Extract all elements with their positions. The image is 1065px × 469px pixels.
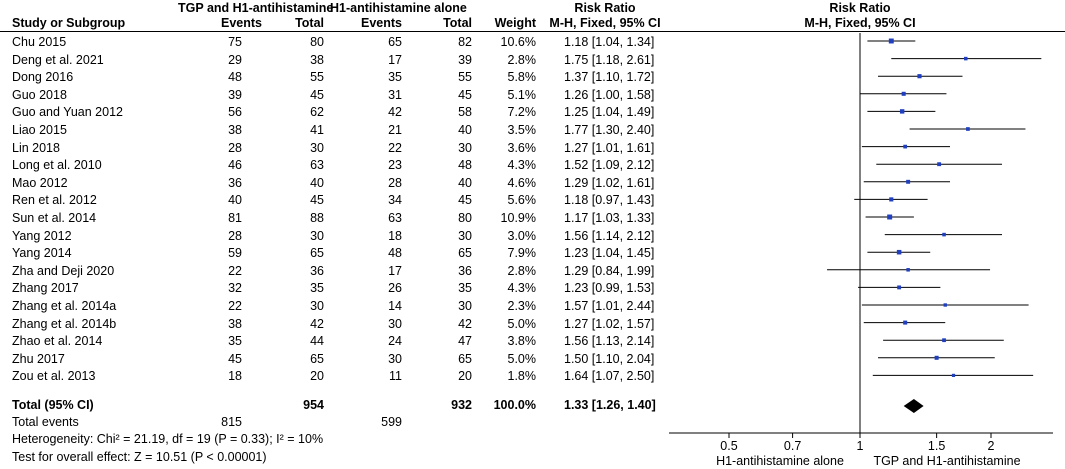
risk-ratio-ci: 1.27 [1.02, 1.57]: [564, 316, 655, 331]
study-name: Deng et al. 2021: [12, 52, 104, 67]
total2: 30: [458, 299, 472, 313]
point-marker: [889, 39, 894, 44]
point-marker: [944, 303, 947, 306]
total2: 45: [458, 193, 472, 208]
point-marker: [917, 74, 921, 78]
pooled-diamond: [904, 399, 924, 413]
study-name: Yang 2012: [12, 228, 72, 243]
point-marker: [906, 180, 910, 184]
study-name: Zhu 2017: [12, 351, 65, 366]
study-name: Zou et al. 2013: [12, 369, 96, 384]
total2: 80: [458, 211, 472, 225]
study-name: Zha and Deji 2020: [12, 263, 115, 278]
total1: 38: [310, 52, 324, 67]
point-marker: [902, 92, 906, 96]
total-weight: 100.0%: [493, 398, 536, 412]
study-name: Yang 2014: [12, 246, 72, 261]
total-events-label: Total events: [12, 415, 79, 429]
events1: 28: [228, 140, 242, 155]
total1: 30: [310, 140, 324, 155]
point-marker: [942, 233, 946, 237]
total1: 55: [310, 70, 324, 85]
total2: 20: [458, 369, 472, 384]
study-name: Mao 2012: [12, 175, 68, 190]
weight: 5.8%: [507, 70, 536, 85]
events2: 28: [388, 175, 402, 190]
risk-ratio-ci: 1.57 [1.01, 2.44]: [564, 299, 655, 313]
overall-effect: Test for overall effect: Z = 10.51 (P < 0.00001): [12, 450, 267, 464]
events2: 42: [388, 105, 402, 120]
weight: 7.2%: [507, 105, 536, 120]
risk-ratio-ci: 1.37 [1.10, 1.72]: [564, 70, 655, 85]
total2: 58: [458, 105, 472, 120]
risk-ratio-ci: 1.26 [1.00, 1.58]: [564, 87, 655, 102]
rr-title: Risk Ratio: [574, 1, 636, 15]
favours-left-label: H1-antihistamine alone: [716, 454, 844, 468]
events1: 38: [228, 316, 242, 331]
study-name: Zhang et al. 2014b: [12, 316, 117, 331]
events2: 35: [388, 70, 402, 85]
x-tick-label: 1.5: [927, 439, 946, 453]
x-tick-label: 1: [856, 439, 864, 453]
risk-ratio-ci: 1.27 [1.01, 1.61]: [564, 140, 655, 155]
total1: 88: [310, 211, 324, 225]
total1: 44: [310, 334, 324, 349]
events2: 30: [388, 316, 402, 331]
risk-ratio-ci: 1.25 [1.04, 1.49]: [564, 105, 655, 120]
total2: 30: [458, 140, 472, 155]
plot-method-header: M-H, Fixed, 95% CI: [804, 16, 916, 30]
total1: 65: [310, 351, 324, 366]
events1: 22: [228, 299, 242, 313]
study-name: Guo and Yuan 2012: [12, 105, 123, 120]
study-name: Liao 2015: [12, 123, 67, 137]
col-events1-header: Events: [221, 16, 262, 30]
events1: 81: [228, 211, 242, 225]
events1: 46: [228, 158, 242, 173]
events2: 11: [389, 369, 402, 384]
risk-ratio-ci: 1.50 [1.10, 2.04]: [564, 351, 655, 366]
weight: 5.0%: [507, 316, 536, 331]
events1: 40: [228, 193, 242, 208]
weight: 2.8%: [507, 263, 536, 278]
total2: 47: [458, 334, 472, 349]
total-ci: 1.33 [1.26, 1.40]: [564, 398, 656, 412]
point-marker: [952, 374, 955, 377]
total-t1: 954: [303, 398, 324, 412]
total2: 45: [458, 87, 472, 102]
events2: 14: [388, 299, 402, 313]
point-marker: [897, 285, 901, 289]
total-label: Total (95% CI): [12, 398, 94, 412]
study-name: Sun et al. 2014: [12, 211, 97, 225]
weight: 3.5%: [507, 123, 536, 137]
study-name: Dong 2016: [12, 70, 74, 85]
point-marker: [900, 109, 904, 113]
events1: 75: [228, 35, 242, 49]
weight: 5.0%: [507, 351, 536, 366]
rr-method-header: M-H, Fixed, 95% CI: [549, 16, 661, 30]
group2-header: H1-antihistamine alone: [330, 1, 467, 15]
weight: 4.3%: [507, 158, 536, 173]
weight: 3.6%: [507, 140, 536, 155]
point-marker: [935, 356, 939, 360]
point-marker: [966, 127, 970, 131]
risk-ratio-ci: 1.77 [1.30, 2.40]: [564, 123, 655, 137]
events1: 38: [228, 123, 242, 137]
events1: 28: [228, 228, 242, 243]
group1-header: TGP and H1-antihistamine: [178, 1, 334, 15]
risk-ratio-ci: 1.23 [1.04, 1.45]: [564, 246, 655, 261]
total2: 40: [458, 123, 472, 137]
risk-ratio-ci: 1.52 [1.09, 2.12]: [564, 158, 655, 173]
total2: 82: [458, 35, 472, 49]
total2: 36: [458, 263, 472, 278]
point-marker: [937, 162, 941, 166]
events2: 24: [388, 334, 402, 349]
total1: 45: [310, 193, 324, 208]
risk-ratio-ci: 1.18 [1.04, 1.34]: [564, 35, 655, 49]
events1: 45: [228, 351, 242, 366]
total1: 65: [310, 246, 324, 261]
favours-right-label: TGP and H1-antihistamine: [873, 454, 1021, 468]
point-marker: [964, 57, 968, 61]
total1: 30: [310, 299, 324, 313]
weight: 2.3%: [507, 299, 536, 313]
risk-ratio-ci: 1.56 [1.13, 2.14]: [564, 334, 655, 349]
total-t2: 932: [451, 398, 472, 412]
study-name: Zhao et al. 2014: [12, 334, 103, 349]
events1: 59: [228, 246, 242, 261]
events1: 36: [228, 175, 242, 190]
weight: 3.8%: [507, 334, 536, 349]
weight: 7.9%: [507, 246, 536, 261]
total1: 63: [310, 158, 324, 173]
weight: 10.6%: [500, 35, 536, 49]
events2: 17: [388, 52, 402, 67]
events2: 31: [388, 87, 402, 102]
total1: 42: [310, 316, 324, 331]
total1: 45: [310, 87, 324, 102]
events1: 39: [228, 87, 242, 102]
risk-ratio-ci: 1.75 [1.18, 2.61]: [564, 52, 655, 67]
x-tick-label: 2: [987, 439, 995, 453]
total2: 42: [458, 316, 472, 331]
events1: 56: [228, 105, 242, 120]
events1: 22: [228, 263, 242, 278]
col-study-header: Study or Subgroup: [12, 16, 126, 30]
weight: 5.6%: [507, 193, 536, 208]
events2: 22: [388, 140, 402, 155]
events2: 63: [388, 211, 402, 225]
total1: 35: [310, 281, 324, 296]
point-marker: [903, 321, 907, 325]
events2: 17: [388, 263, 402, 278]
total1: 20: [310, 369, 324, 384]
risk-ratio-ci: 1.29 [0.84, 1.99]: [564, 263, 655, 278]
risk-ratio-ci: 1.29 [1.02, 1.61]: [564, 175, 655, 190]
point-marker: [903, 145, 907, 149]
total2: 65: [458, 351, 472, 366]
total1: 41: [310, 123, 324, 137]
point-marker: [897, 250, 902, 255]
study-name: Zhang et al. 2014a: [12, 299, 117, 313]
total2: 65: [458, 246, 472, 261]
weight: 4.6%: [507, 175, 536, 190]
weight: 2.8%: [507, 52, 536, 67]
weight: 5.1%: [507, 87, 536, 102]
total2: 48: [458, 158, 472, 173]
total1: 80: [310, 35, 324, 49]
total1: 40: [310, 175, 324, 190]
risk-ratio-ci: 1.64 [1.07, 2.50]: [564, 369, 655, 384]
events1: 48: [228, 70, 242, 85]
col-weight-header: Weight: [494, 16, 536, 30]
events2: 18: [388, 228, 402, 243]
events2: 48: [388, 246, 402, 261]
events1: 35: [228, 334, 242, 349]
x-tick-label: 0.7: [783, 439, 802, 453]
plot-title: Risk Ratio: [829, 1, 891, 15]
study-name: Ren et al. 2012: [12, 193, 97, 208]
study-name: Lin 2018: [12, 140, 60, 155]
events1: 18: [228, 369, 242, 384]
events2: 26: [388, 281, 402, 296]
risk-ratio-ci: 1.18 [0.97, 1.43]: [564, 193, 655, 208]
total1: 30: [310, 228, 324, 243]
study-name: Guo 2018: [12, 87, 67, 102]
weight: 1.8%: [507, 369, 536, 384]
risk-ratio-ci: 1.17 [1.03, 1.33]: [564, 211, 655, 225]
total2: 30: [458, 228, 472, 243]
events2: 21: [388, 123, 402, 137]
weight: 10.9%: [500, 211, 536, 225]
events2: 34: [388, 193, 402, 208]
point-marker: [906, 268, 910, 272]
events2: 65: [388, 35, 402, 49]
col-events2-header: Events: [361, 16, 402, 30]
events1: 32: [228, 281, 242, 296]
total2: 40: [458, 175, 472, 190]
events1: 29: [228, 52, 242, 67]
total-events-e1: 815: [221, 415, 242, 429]
study-name: Chu 2015: [12, 35, 67, 49]
total-events-e2: 599: [381, 415, 402, 429]
total1: 62: [310, 105, 324, 120]
point-marker: [889, 197, 893, 201]
weight: 4.3%: [507, 281, 536, 296]
weight: 3.0%: [507, 228, 536, 243]
total2: 35: [458, 281, 472, 296]
study-name: Long et al. 2010: [12, 158, 102, 173]
point-marker: [942, 338, 946, 342]
col-total2-header: Total: [443, 16, 472, 30]
risk-ratio-ci: 1.56 [1.14, 2.12]: [564, 228, 655, 243]
x-tick-label: 0.5: [720, 439, 738, 453]
events2: 30: [388, 351, 402, 366]
events2: 23: [388, 158, 402, 173]
heterogeneity: Heterogeneity: Chi² = 21.19, df = 19 (P = 0.33); I² = 10%: [12, 432, 324, 446]
col-total1-header: Total: [295, 16, 324, 30]
total2: 39: [458, 52, 472, 67]
total1: 36: [310, 263, 324, 278]
point-marker: [887, 215, 892, 220]
study-name: Zhang 2017: [12, 281, 79, 296]
total2: 55: [458, 70, 472, 85]
risk-ratio-ci: 1.23 [0.99, 1.53]: [564, 281, 655, 296]
